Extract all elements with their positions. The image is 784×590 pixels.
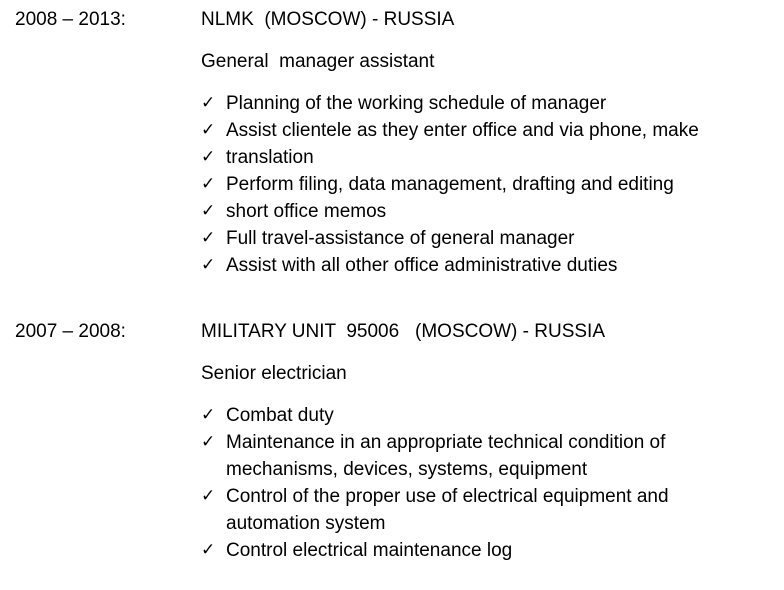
duty-text-continuation: mechanisms, devices, systems, equipment xyxy=(226,459,588,480)
duty-text: Planning of the working schedule of manager xyxy=(226,93,607,114)
employment-period: 2008 – 2013: xyxy=(15,9,126,30)
check-icon: ✓ xyxy=(201,405,216,425)
check-icon: ✓ xyxy=(201,486,216,506)
duty-item xyxy=(201,225,699,252)
duty-item xyxy=(201,402,669,429)
check-icon: ✓ xyxy=(201,255,216,275)
duties-list xyxy=(201,90,699,279)
duty-text: translation xyxy=(226,147,314,168)
duty-text: Combat duty xyxy=(226,405,334,426)
company-name: NLMK (MOSCOW) - RUSSIA xyxy=(201,9,455,30)
duties-list xyxy=(201,402,669,564)
duty-item xyxy=(201,198,699,225)
check-icon: ✓ xyxy=(201,174,216,194)
duty-item xyxy=(201,171,699,198)
duty-item xyxy=(201,537,669,564)
duty-text: short office memos xyxy=(226,201,387,222)
job-title: General manager assistant xyxy=(201,51,435,72)
duty-text: Full travel-assistance of general manager xyxy=(226,228,575,249)
check-icon: ✓ xyxy=(201,201,216,221)
job-title: Senior electrician xyxy=(201,363,347,384)
check-icon: ✓ xyxy=(201,228,216,248)
duty-item xyxy=(201,117,699,144)
duty-item xyxy=(201,90,699,117)
duty-text: Assist clientele as they enter office and via phone, make xyxy=(226,120,699,141)
company-name: MILITARY UNIT 95006 (MOSCOW) - RUSSIA xyxy=(201,321,606,342)
check-icon: ✓ xyxy=(201,147,216,167)
check-icon: ✓ xyxy=(201,540,216,560)
check-icon: ✓ xyxy=(201,432,216,452)
duty-text: Maintenance in an appropriate technical condition of xyxy=(226,432,666,453)
duty-text-continuation: automation system xyxy=(226,513,386,534)
duty-text: Perform filing, data management, drafting and editing xyxy=(226,174,674,195)
duty-text: Control of the proper use of electrical equipment and xyxy=(226,486,669,507)
duty-item xyxy=(201,483,669,537)
duty-text: Control electrical maintenance log xyxy=(226,540,513,561)
duty-item xyxy=(201,144,699,171)
duty-item xyxy=(201,252,699,279)
employment-period: 2007 – 2008: xyxy=(15,321,126,342)
duty-text: Assist with all other office administrative duties xyxy=(226,255,618,276)
check-icon: ✓ xyxy=(201,93,216,113)
check-icon: ✓ xyxy=(201,120,216,140)
duty-item xyxy=(201,429,669,483)
